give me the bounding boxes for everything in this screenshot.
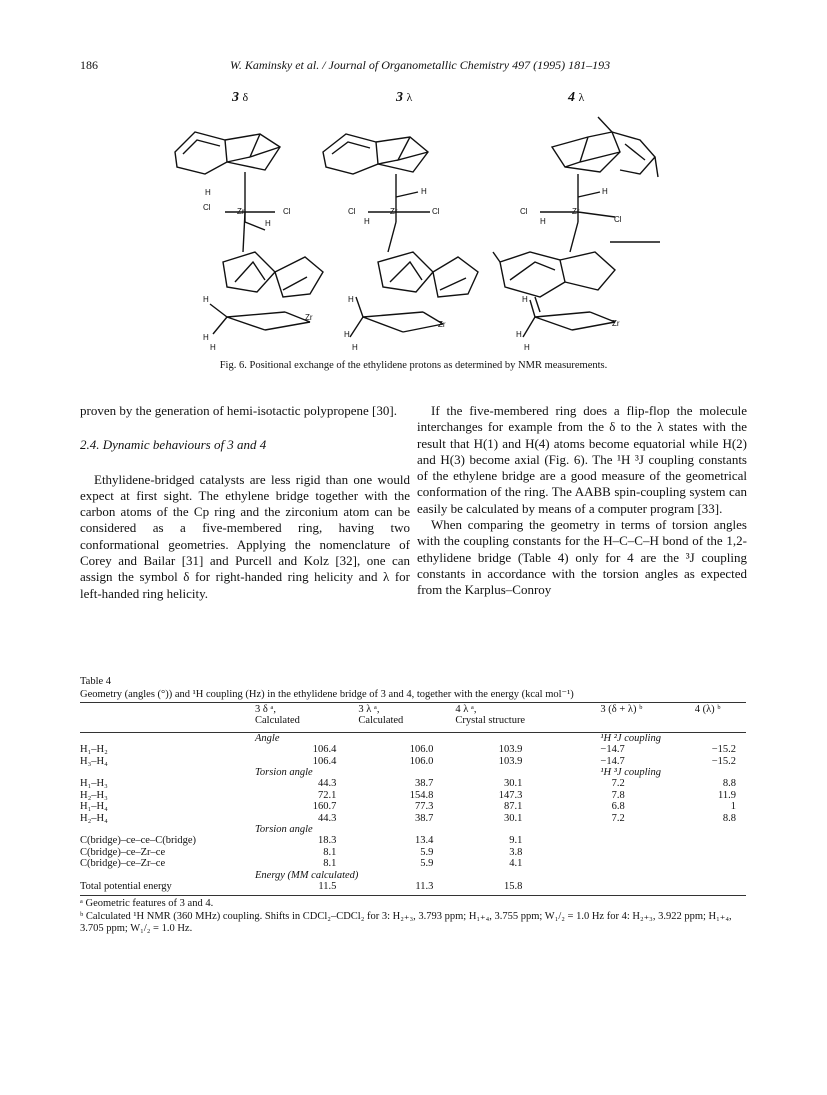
table-4 bbox=[80, 704, 746, 893]
svg-text:Zr: Zr bbox=[237, 207, 245, 216]
table-cell: 7.8 bbox=[611, 789, 625, 801]
table-cell: 87.1 bbox=[504, 801, 523, 813]
svg-text:H: H bbox=[205, 188, 211, 197]
svg-text:Zr: Zr bbox=[612, 319, 620, 328]
table-cell bbox=[695, 881, 746, 892]
svg-text:H: H bbox=[602, 187, 608, 196]
table-cell: 106.0 bbox=[409, 744, 434, 756]
svg-text:Cl: Cl bbox=[520, 207, 528, 216]
table-title: Table 4 bbox=[80, 676, 112, 687]
row-label: C(bridge)–ce–Zr–ce bbox=[80, 846, 166, 858]
svg-text:H: H bbox=[522, 295, 528, 304]
table-cell: 30.1 bbox=[504, 778, 523, 790]
table-cell: 77.3 bbox=[415, 801, 434, 813]
table-cell: 6.8 bbox=[611, 801, 625, 813]
svg-text:H: H bbox=[524, 343, 530, 352]
table-cell bbox=[600, 858, 694, 869]
section-label: Angle bbox=[255, 732, 280, 744]
col-header: 3 λ ᵃ, bbox=[358, 704, 380, 715]
left-column bbox=[80, 403, 410, 602]
table-cell: 106.4 bbox=[312, 755, 337, 767]
table-section-row bbox=[80, 824, 746, 835]
table-bottom-rule bbox=[80, 895, 746, 896]
svg-text:Zr: Zr bbox=[572, 207, 580, 216]
svg-text:Cl: Cl bbox=[614, 215, 622, 224]
table-cell: 5.9 bbox=[420, 858, 434, 870]
table-row bbox=[80, 801, 746, 812]
table-cell: 147.3 bbox=[498, 789, 523, 801]
table-cell: −15.2 bbox=[711, 744, 736, 756]
row-label: H₁–H₄ bbox=[80, 801, 108, 813]
table-row bbox=[80, 813, 746, 824]
svg-text:H: H bbox=[421, 187, 427, 196]
table-cell: 72.1 bbox=[318, 789, 337, 801]
table-row bbox=[80, 835, 746, 846]
left-paragraph-1: proven by the generation of hemi-isotactic polypropene [30]. bbox=[80, 403, 397, 418]
table-cell: 9.1 bbox=[509, 835, 523, 847]
svg-text:Cl: Cl bbox=[203, 203, 211, 212]
table-row bbox=[80, 778, 746, 789]
table-cell: 106.0 bbox=[409, 755, 434, 767]
table-cell: 160.7 bbox=[312, 801, 337, 813]
table-cell: 15.8 bbox=[504, 881, 523, 893]
col-header: 3 δ ᵃ, bbox=[255, 704, 276, 715]
section-label bbox=[600, 824, 694, 835]
table-cell: −14.7 bbox=[600, 755, 625, 767]
figure-label-3-lambda: 3 λ bbox=[396, 90, 413, 105]
row-label: H₂–H₄ bbox=[80, 812, 108, 824]
table-subheader-row bbox=[80, 715, 746, 726]
svg-text:H: H bbox=[203, 333, 209, 342]
table-cell bbox=[695, 847, 746, 858]
structure-3-lambda bbox=[318, 112, 483, 352]
svg-text:Zr: Zr bbox=[438, 320, 446, 329]
figure-label-4-lambda: 4 λ bbox=[568, 90, 585, 105]
table-cell bbox=[600, 881, 694, 892]
row-label: H₁–H₂ bbox=[80, 744, 108, 756]
svg-text:Cl: Cl bbox=[348, 207, 356, 216]
table-cell bbox=[695, 858, 746, 869]
table-section-row bbox=[80, 870, 746, 881]
table-section-row bbox=[80, 732, 746, 744]
structure-3-delta bbox=[165, 112, 325, 352]
table-row bbox=[80, 858, 746, 869]
svg-text:H: H bbox=[210, 343, 216, 352]
table-cell: 30.1 bbox=[504, 812, 523, 824]
footnote-a: ᵃ Geometric features of 3 and 4. bbox=[80, 898, 214, 909]
row-label: Total potential energy bbox=[80, 881, 172, 893]
table-cell: 13.4 bbox=[415, 835, 434, 847]
table-cell: 11.5 bbox=[318, 881, 337, 893]
table-row bbox=[80, 790, 746, 801]
svg-text:Cl: Cl bbox=[432, 207, 440, 216]
svg-text:Zr: Zr bbox=[305, 313, 313, 322]
table-cell: −14.7 bbox=[600, 744, 625, 756]
col-subheader: Crystal structure bbox=[455, 715, 526, 727]
table-cell bbox=[600, 835, 694, 846]
table-cell: 38.7 bbox=[415, 812, 434, 824]
row-label: C(bridge)–ce–ce–C(bridge) bbox=[80, 835, 197, 847]
table-cell: 8.8 bbox=[722, 812, 736, 824]
col-header: 3 (δ + λ) ᵇ bbox=[600, 704, 643, 715]
section-label: Torsion angle bbox=[255, 767, 313, 779]
table-row bbox=[80, 756, 746, 767]
svg-text:H: H bbox=[540, 217, 546, 226]
table-cell: 1 bbox=[730, 801, 736, 813]
section-heading: 2.4. Dynamic behaviours of 3 and 4 bbox=[80, 437, 267, 453]
svg-text:H: H bbox=[516, 330, 522, 339]
table-cell: 18.3 bbox=[318, 835, 337, 847]
structure-4-lambda bbox=[490, 112, 665, 352]
table-section-row bbox=[80, 767, 746, 778]
row-label: C(bridge)–ce–Zr–ce bbox=[80, 858, 166, 870]
table-cell: 103.9 bbox=[498, 755, 523, 767]
section-label: ¹H ²J coupling bbox=[600, 732, 661, 744]
svg-text:H: H bbox=[364, 217, 370, 226]
figure-caption: Fig. 6. Positional exchange of the ethylidene protons as determined by NMR measurements. bbox=[219, 360, 608, 371]
svg-text:H: H bbox=[265, 219, 271, 228]
table-cell: 106.4 bbox=[312, 744, 337, 756]
table-cell: 8.1 bbox=[323, 858, 337, 870]
svg-text:Zr: Zr bbox=[390, 207, 398, 216]
page-number: 186 bbox=[80, 58, 98, 72]
table-cell bbox=[695, 835, 746, 846]
svg-text:H: H bbox=[352, 343, 358, 352]
section-label: Torsion angle bbox=[255, 824, 313, 836]
footnote-b: ᵇ Calculated ¹H NMR (360 MHz) coupling. Shifts in CDCl₂–CDCl₂ for 3: H₂₊₃, 3.793 ppm; H₁₊₄, 3.755 ppm; W₁/₂ = 1.0 Hz for 4: H₂₊₃, 3.922 ppm; H₁₊₄, 3.705 ppm; W₁/₂ = 1.0 Hz. bbox=[80, 911, 732, 934]
row-label: H₁–H₃ bbox=[80, 778, 108, 790]
table-cell: 7.2 bbox=[611, 812, 625, 824]
table-row bbox=[80, 744, 746, 755]
table-cell: 4.1 bbox=[509, 858, 523, 870]
table-cell: 44.3 bbox=[318, 812, 337, 824]
table-subtitle: Geometry (angles (°)) and ¹H coupling (Hz) in the ethylidene bridge of 3 and 4, together with the energy (kcal mol⁻¹) bbox=[80, 689, 574, 700]
table-top-rule bbox=[80, 702, 746, 703]
col-subheader: Calculated bbox=[358, 715, 404, 727]
table-cell: 7.2 bbox=[611, 778, 625, 790]
table-cell: 154.8 bbox=[409, 789, 434, 801]
section-label: ¹H ³J coupling bbox=[600, 767, 661, 779]
table-cell: 103.9 bbox=[498, 744, 523, 756]
section-label bbox=[600, 870, 694, 881]
svg-text:H: H bbox=[344, 330, 350, 339]
table-cell: 8.1 bbox=[323, 846, 337, 858]
col-subheader: Calculated bbox=[255, 715, 300, 727]
table-cell: 11.3 bbox=[415, 881, 434, 893]
row-label: H₂–H₃ bbox=[80, 789, 108, 801]
section-label: Energy (MM calculated) bbox=[255, 869, 359, 881]
running-title: W. Kaminsky et al. / Journal of Organometallic Chemistry 497 (1995) 181–193 bbox=[230, 58, 611, 72]
table-cell: −15.2 bbox=[711, 755, 736, 767]
table-cell: 3.8 bbox=[509, 846, 523, 858]
table-cell bbox=[600, 847, 694, 858]
col-header: 4 (λ) ᵇ bbox=[694, 704, 721, 715]
table-row bbox=[80, 847, 746, 858]
right-paragraph-1: If the five-membered ring does a flip-flop the molecule interchanges for example from the δ to the λ states with the result that H(1) and H(4) atoms become equatorial while H(2) and H(3) become axial (Fig. 6). The ¹H ³J coupling constants of the ethylene bridge are a good measure of the geometrical conformation of the ring. The AABB spin-coupling system can easily be calculated by means of a computer program [33]. bbox=[417, 403, 747, 516]
table-header-row bbox=[80, 704, 746, 715]
table-cell: 8.8 bbox=[722, 778, 736, 790]
table-row bbox=[80, 881, 746, 892]
right-column bbox=[417, 403, 747, 599]
left-paragraph-2: Ethylidene-bridged catalysts are less rigid than one would expect at first sight. The ethylene bridge together with the carbon atoms of the Cp ring and the zirconium atom can be considered as a five-membered ring, having two conformational geometries. Applying the nomenclature of Corey and Bailar [31] and Purcell and Kolz [32], one can assign the symbol δ for right-handed ring helicity and λ for left-handed ring helicity. bbox=[80, 471, 410, 601]
table-cell: 11.9 bbox=[718, 789, 736, 801]
col-header: 4 λ ᵃ, bbox=[455, 704, 477, 715]
table-cell: 44.3 bbox=[318, 778, 337, 790]
svg-text:H: H bbox=[203, 295, 209, 304]
table-cell: 38.7 bbox=[415, 778, 434, 790]
svg-text:H: H bbox=[348, 295, 354, 304]
row-label: H₃–H₄ bbox=[80, 755, 108, 767]
table-cell: 5.9 bbox=[420, 846, 434, 858]
right-paragraph-2: When comparing the geometry in terms of torsion angles with the coupling constants for the H–C–C–H bond of the 1,2-ethylidene bridge (Table 4) only for 4 are the ³J coupling constants in accordance with the torsion angles as expected from the Karplus–Conroy bbox=[417, 517, 747, 598]
svg-text:Cl: Cl bbox=[283, 207, 291, 216]
figure-label-3-delta: 3 δ bbox=[232, 90, 249, 105]
